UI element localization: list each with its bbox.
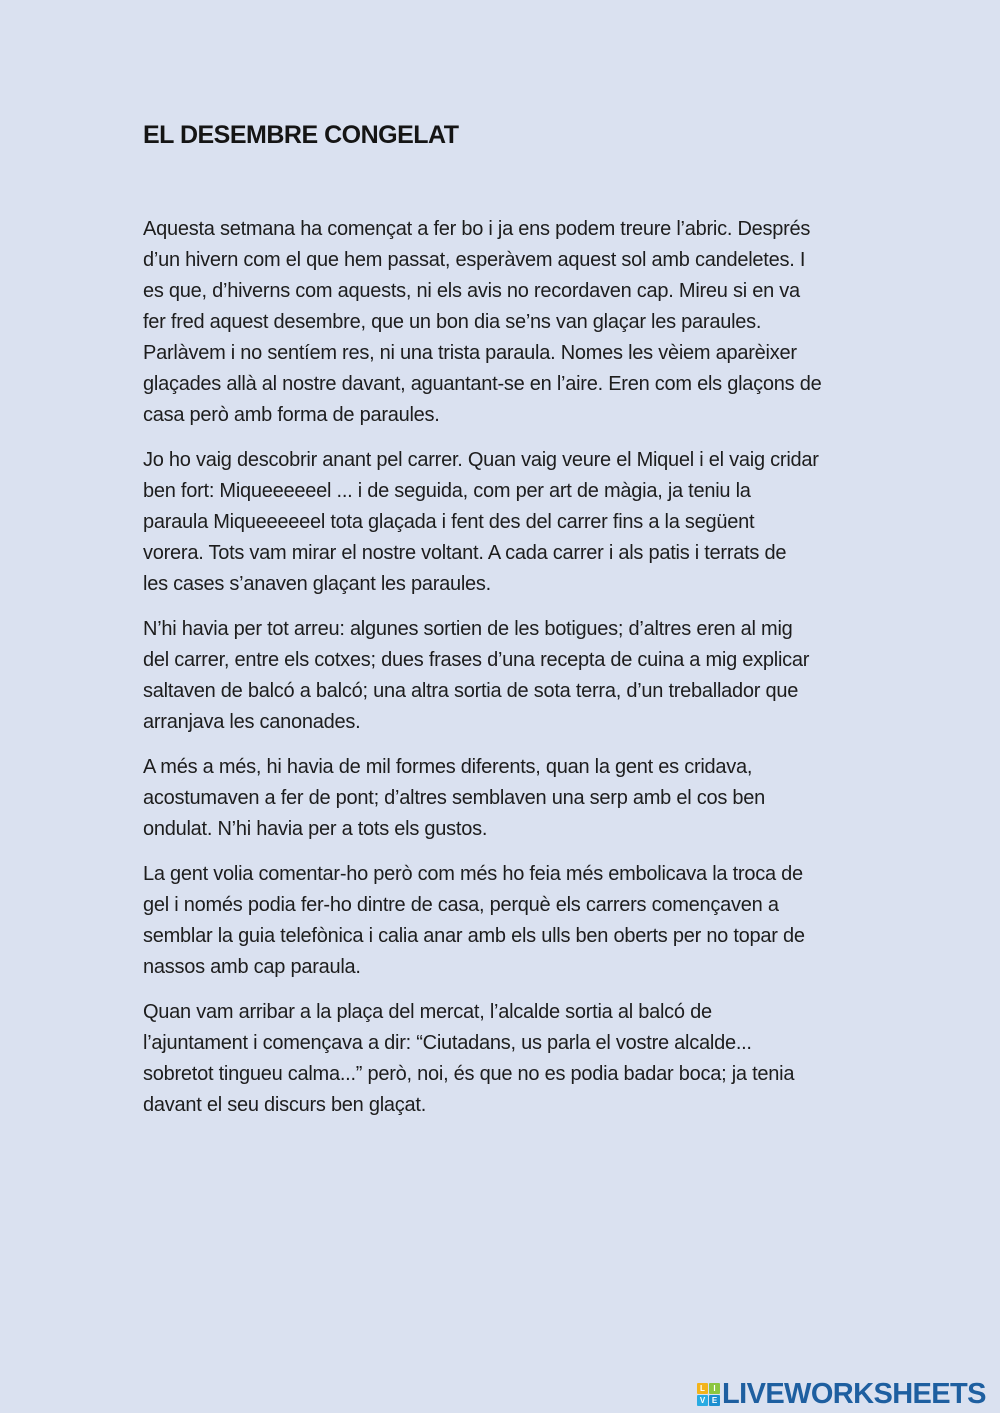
paragraph-2 [143, 445, 903, 600]
text-line: les cases s’anaven glaçant les paraules. [143, 573, 491, 595]
text-line: paraula Miqueeeeeel tota glaçada i fent des del carrer fins a la següent [143, 511, 755, 533]
text-line: La gent volia comentar-ho però com més ho feia més embolicava la troca de [143, 863, 803, 885]
text-line: casa però amb forma de paraules. [143, 404, 440, 426]
logo-letter-e: E [709, 1395, 720, 1406]
paragraph-6 [143, 997, 903, 1121]
text-line: N’hi havia per tot arreu: algunes sortien de les botigues; d’altres eren al mig [143, 618, 793, 640]
logo-letter-l: L [697, 1383, 708, 1394]
watermark-text: LIVEWORKSHEETS [722, 1377, 986, 1410]
logo-letter-i: I [709, 1383, 720, 1394]
liveworksheets-logo-icon [697, 1383, 720, 1406]
text-line: glaçades allà al nostre davant, aguantant-se en l’aire. Eren com els glaçons de [143, 373, 822, 395]
text-line: fer fred aquest desembre, que un bon dia se’ns van glaçar les paraules. [143, 311, 762, 333]
page-title: EL DESEMBRE CONGELAT [143, 121, 459, 149]
text-line: arranjava les canonades. [143, 711, 361, 733]
text-line: Parlàvem i no sentíem res, ni una trista paraula. Nomes les vèiem aparèixer [143, 342, 797, 364]
text-line: A més a més, hi havia de mil formes diferents, quan la gent es cridava, [143, 756, 753, 778]
paragraph-1 [143, 214, 903, 431]
text-line: ben fort: Miqueeeeeel ... i de seguida, com per art de màgia, ja teniu la [143, 480, 751, 502]
text-line: sobretot tingueu calma...” però, noi, és que no es podia badar boca; ja tenia [143, 1063, 795, 1085]
logo-letter-v: V [697, 1395, 708, 1406]
text-line: Quan vam arribar a la plaça del mercat, l’alcalde sortia al balcó de [143, 1001, 712, 1023]
text-line: nassos amb cap paraula. [143, 956, 361, 978]
text-line: es que, d’hiverns com aquests, ni els avis no recordaven cap. Mireu si en va [143, 280, 800, 302]
text-line: saltaven de balcó a balcó; una altra sortia de sota terra, d’un treballador que [143, 680, 799, 702]
story-body [143, 214, 903, 1135]
text-line: vorera. Tots vam mirar el nostre voltant. A cada carrer i als patis i terrats de [143, 542, 787, 564]
paragraph-5 [143, 859, 903, 983]
text-line: ondulat. N’hi havia per a tots els gustos. [143, 818, 488, 840]
text-line: davant el seu discurs ben glaçat. [143, 1094, 427, 1116]
text-line: d’un hivern com el que hem passat, esperàvem aquest sol amb candeletes. I [143, 249, 806, 271]
text-line: Jo ho vaig descobrir anant pel carrer. Quan vaig veure el Miquel i el vaig cridar [143, 449, 819, 471]
paragraph-4 [143, 752, 903, 845]
liveworksheets-watermark[interactable] [697, 1377, 986, 1411]
text-line: del carrer, entre els cotxes; dues frases d’una recepta de cuina a mig explicar [143, 649, 810, 671]
text-line: Aquesta setmana ha començat a fer bo i ja ens podem treure l’abric. Després [143, 218, 811, 240]
paragraph-3 [143, 614, 903, 738]
text-line: gel i només podia fer-ho dintre de casa, perquè els carrers començaven a [143, 894, 779, 916]
text-line: semblar la guia telefònica i calia anar amb els ulls ben oberts per no topar de [143, 925, 805, 947]
text-line: acostumaven a fer de pont; d’altres semblaven una serp amb el cos ben [143, 787, 766, 809]
text-line: l’ajuntament i començava a dir: “Ciutadans, us parla el vostre alcalde... [143, 1032, 752, 1054]
